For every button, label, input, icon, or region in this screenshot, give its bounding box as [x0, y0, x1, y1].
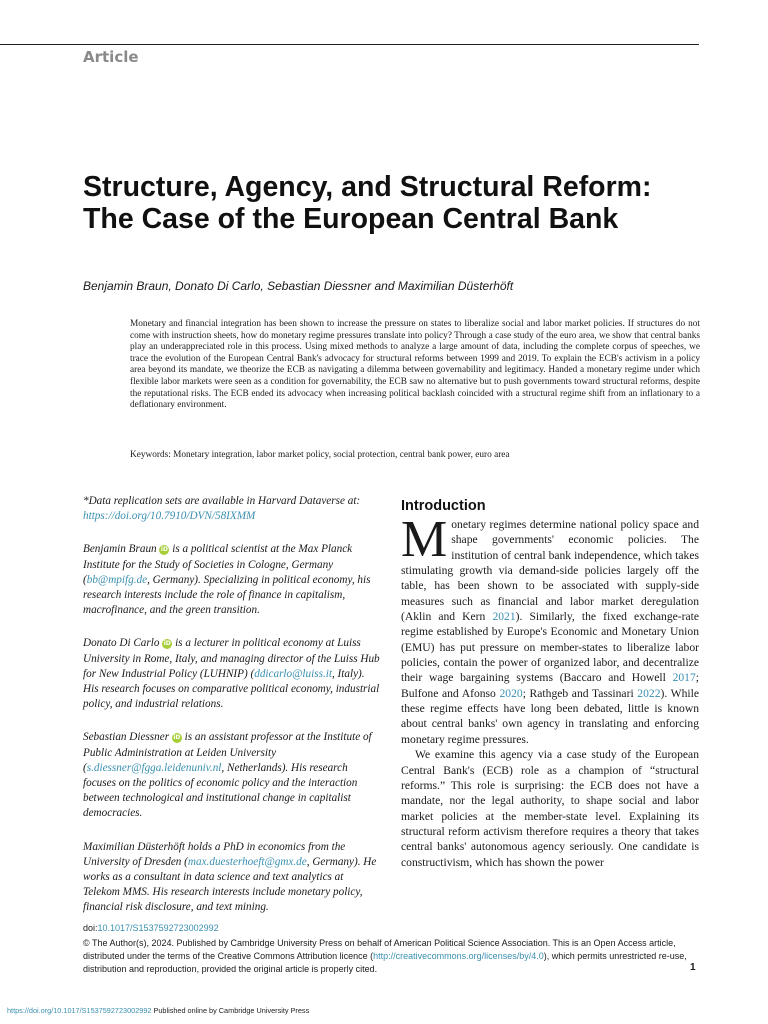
text-segment: ; Bulfone and Afonso: [401, 671, 699, 700]
author-email-link[interactable]: bb@mpifg.de: [86, 573, 148, 586]
section-heading: Introduction: [401, 498, 486, 514]
author-name: Sebastian Diessner: [83, 731, 170, 744]
license-statement: © The Author(s), 2024. Published by Cambridge University Press on behalf of American Political Science Association. This is an Open Access article, distributed under the terms of the Creative Commons Attribution licence (http://creativecommons.org/licenses/by/4.0), which permits unrestricted re-use, distribution and reproduction, provided the original article is properly cited.: [83, 938, 687, 974]
article-type-label: Article: [83, 48, 139, 66]
author-email-link[interactable]: max.duesterhoeft@gmx.de: [187, 855, 307, 868]
author-bio: Benjamin Braun iD is a political scientist at the Max Planck Institute for the Study of Societies in Cologne, Germany (bb@mpifg.de, Germany). Specializing in political economy, his research interests include the role of finance in capitalism, macrofinance, and the green transition.: [83, 543, 371, 617]
text-segment: ). While these regime effects have long been debated, little is known about central banks' own agency in translating and enforcing monetary regime pressures.: [401, 686, 699, 746]
author-bio: Sebastian Diessner iD is an assistant professor at the Institute of Public Administration at Leiden University (s.diessner@fgga.leidenuniv.nl, Netherlands). His research focuses on the politics of economic policy and the interaction between technological and institutional change in capitalist democracies.: [83, 731, 372, 820]
published-doi-link[interactable]: https://doi.org/10.1017/S1537592723002992: [7, 1006, 152, 1015]
intro-paragraph-2: We examine this agency via a case study of the European Central Bank's (ECB) role as a champion of “structural reforms.” This role is surprising: the ECB does not have a mandate, nor the legal authority, to shape social and labor market policies at the member-state level. Explaining its structural reform activism therefore requires a theory that takes central banks' autonomous agency seriously. One candidate is constructivism, which has shown the power: [401, 748, 699, 869]
keywords: Keywords: Monetary integration, labor market policy, social protection, central bank power, euro area: [130, 450, 510, 460]
text-segment: ). Similarly, the fixed exchange-rate regime established by Europe's Economic and Monetary Union (EMU) has put pressure on member-states to liberalize labor policies, contain the power of organized labor, and decentralize their wage bargaining systems (Baccaro and Howell: [401, 610, 699, 685]
citation-link[interactable]: 2020: [499, 686, 523, 700]
author-email-link[interactable]: s.diessner@fgga.leidenuniv.nl: [86, 761, 222, 774]
doi-line: doi:10.1017/S1537592723002992: [83, 923, 219, 933]
orcid-icon[interactable]: iD: [163, 640, 171, 648]
article-title: Structure, Agency, and Structural Reform: The Case of the European Central Bank: [83, 171, 652, 235]
text-segment: ; Rathgeb and Tassinari: [522, 686, 638, 700]
page-number: 1: [690, 962, 696, 973]
author-name: Maximilian Düsterhöft: [83, 840, 186, 853]
author-email-link[interactable]: ddicarlo@luiss.it: [254, 667, 332, 680]
text-segment: onetary regimes determine national policy space and shape governments' economic policies. The institution of central bank independence, which takes stimulating growth via demand-side policies largely off the table, has been shown to be associated with supply-side measures such as financial and labor market deregulation (Aklin and Kern: [401, 518, 699, 624]
citation-link[interactable]: 2017: [672, 671, 696, 685]
author-bio: Maximilian Düsterhöft holds a PhD in economics from the University of Dresden (max.duesterhoeft@gmx.de, Germany). He works as a consultant in data science and text analytics at Telekom MMS. His research interests include monetary policy, financial risk disclosure, and text mining.: [83, 840, 377, 914]
citation-link[interactable]: 2022: [637, 686, 661, 700]
author-name: Benjamin Braun: [83, 543, 157, 556]
header-rule: [0, 44, 699, 45]
published-line: https://doi.org/10.1017/S1537592723002992 Published online by Cambridge University Press: [7, 1006, 310, 1015]
replication-link[interactable]: https://doi.org/10.7910/DVN/58IXMM: [83, 510, 256, 523]
replication-note: *Data replication sets are available in Harvard Dataverse at: https://doi.org/10.7910/DVN/58IXMM: [83, 495, 361, 523]
abstract: Monetary and financial integration has been shown to increase the pressure on states to liberalize social and labor market policies. If structures do not come with instruction sheets, how do monetary regime pressures translate into policy? Through a case study of the euro area, we show that central banks play an underappreciated role in this process. Using mixed methods to analyze a large amount of data, including the complete corpus of speeches, we trace the evolution of the European Central Bank's advocacy for structural reforms between 1999 and 2019. To explain the ECB's activism in a policy area beyond its mandate, we theorize the ECB as navigating a dilemma between governability and legitimacy. Handed a monetary regime under which flexible labor markets were seen as a condition for governability, the ECB saw no alternative but to push governments toward structural reforms, despite the reputational risks. The ECB ended its advocacy when increasing political backlash coincided with a structural regime shift from an inflationary to a deflationary environment.: [130, 319, 700, 411]
author-bio: Donato Di Carlo iD is a lecturer in political economy at Luiss University in Rome, Italy, and managing director of the Luiss Hub for New Industrial Policy (LUHNIP) (ddicarlo@luiss.it, Italy). His research focuses on comparative political economy, industrial policy, and industrial relations.: [83, 637, 380, 711]
introduction-section: [401, 498, 699, 870]
intro-paragraph-1: [401, 511, 699, 747]
author-list: Benjamin Braun, Donato Di Carlo, Sebastian Diessner and Maximilian Düsterhöft: [83, 279, 514, 293]
orcid-icon[interactable]: iD: [173, 734, 181, 742]
drop-cap: M: [401, 511, 448, 568]
doi-link[interactable]: 10.1017/S1537592723002992: [97, 923, 219, 933]
license-link[interactable]: http://creativecommons.org/licenses/by/4.0: [373, 951, 544, 961]
citation-link[interactable]: 2021: [492, 610, 516, 624]
author-name: Donato Di Carlo: [83, 637, 160, 650]
orcid-icon[interactable]: iD: [160, 546, 168, 554]
author-notes: [83, 494, 381, 934]
